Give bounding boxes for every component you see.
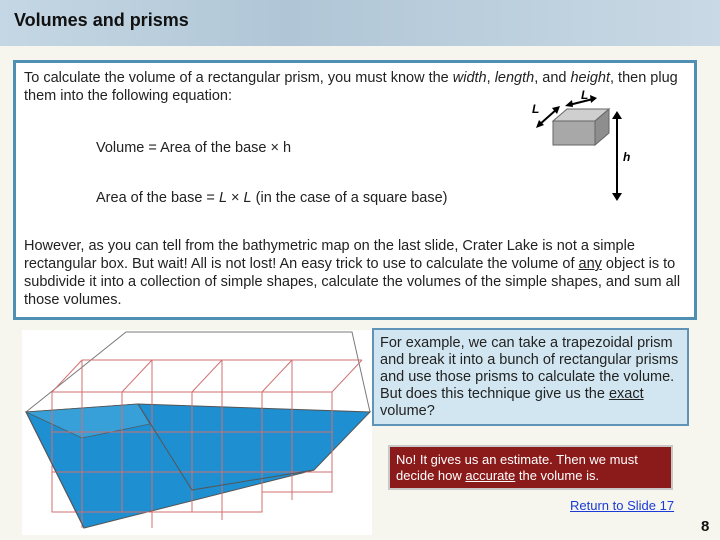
grid-line bbox=[262, 360, 292, 392]
para-any: any bbox=[578, 256, 602, 272]
intro-part: , bbox=[486, 70, 495, 86]
intro-width: width bbox=[452, 70, 487, 86]
answer-part: No! It gives us an estimate. Then we must decide how bbox=[396, 452, 638, 483]
main-content-box bbox=[13, 60, 697, 320]
para-part: object is to subdivide it into a collection of simple shapes, calculate the volumes of the simple shapes, and sum all those volumes. bbox=[24, 256, 681, 308]
grid-line bbox=[52, 360, 82, 392]
example-part: volume? bbox=[380, 403, 435, 419]
prism-back-outline bbox=[26, 332, 370, 412]
prism-diagram bbox=[531, 85, 641, 207]
trapezoidal-prism-image bbox=[22, 330, 372, 535]
grid-line bbox=[122, 360, 152, 392]
intro-length: length bbox=[494, 70, 535, 86]
arrowhead bbox=[590, 95, 597, 103]
prism-front-face bbox=[553, 121, 595, 145]
area-formula-L: L bbox=[218, 190, 228, 206]
page-number: 8 bbox=[701, 518, 710, 535]
area-formula-part: (in the case of a square base) bbox=[251, 190, 448, 206]
intro-part: , and bbox=[534, 70, 571, 86]
area-formula-L: L bbox=[243, 190, 252, 206]
intro-height: height bbox=[570, 70, 610, 86]
area-formula bbox=[96, 189, 448, 207]
area-formula-times: × bbox=[227, 190, 244, 206]
label-h: h bbox=[623, 150, 631, 164]
subdivide-paragraph bbox=[24, 237, 690, 309]
intro-part: To calculate the volume of a rectangular prism, you must know the bbox=[24, 70, 453, 86]
answer-accurate: accurate bbox=[465, 468, 516, 483]
return-to-slide-link[interactable]: Return to Slide 17 bbox=[570, 498, 675, 513]
example-callout bbox=[372, 328, 689, 426]
volume-formula: Volume = Area of the base × h bbox=[96, 140, 292, 156]
slide-title: Volumes and prisms bbox=[14, 10, 189, 30]
arrowhead bbox=[565, 100, 573, 107]
para-part: However, as you can tell from the bathymetric map on the last slide, Crater Lake is not a simple rectangular box. But wait! All is not lost! An easy trick to use to calculate the volume of bbox=[24, 238, 635, 272]
answer-part: the volume is. bbox=[515, 468, 600, 483]
example-part: For example, we can take a trapezoidal prism and break it into a bunch of rectangular prisms and use those prisms to calculate the volume. But does this technique give us the bbox=[380, 335, 679, 402]
grid-line bbox=[192, 360, 222, 392]
area-formula-part: Area of the base = bbox=[96, 190, 219, 206]
intro-part: , then plug them into the following equation: bbox=[24, 70, 678, 104]
label-L-left: L bbox=[532, 102, 540, 116]
example-exact: exact bbox=[608, 386, 644, 402]
grid-line bbox=[332, 360, 362, 392]
answer-callout bbox=[388, 445, 673, 490]
arrowhead bbox=[612, 193, 622, 201]
arrowhead bbox=[612, 111, 622, 119]
label-L-top: L bbox=[581, 88, 589, 102]
title-bar bbox=[0, 0, 720, 46]
